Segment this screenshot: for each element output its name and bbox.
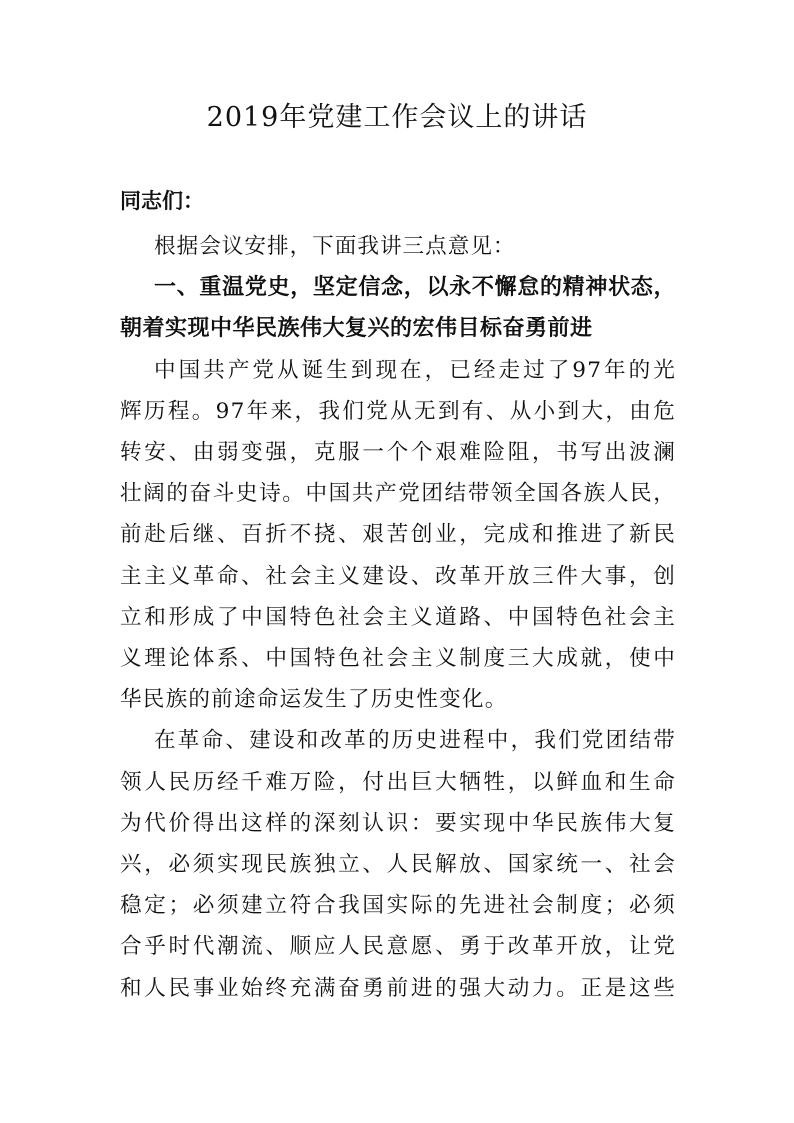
salutation: 同志们： [120, 189, 204, 213]
heading-line: 朝着实现中华民族伟大复兴的宏伟目标奋勇前进 [120, 316, 593, 342]
paragraph-line: 华民族的前途命运发生了历史性变化。 [120, 687, 508, 713]
document-body [120, 226, 676, 1009]
paragraph-line: 在革命、建设和改革的历史进程中，我们党团结带 [154, 728, 676, 754]
paragraph-line: 立和形成了中国特色社会主义道路、中国特色社会主 [120, 604, 676, 630]
paragraph-line: 兴，必须实现民族独立、人民解放、国家统一、社会 [120, 852, 676, 878]
intro-paragraph: 根据会议安排，下面我讲三点意见： [154, 234, 516, 259]
paragraph-line: 主主义革命、社会主义建设、改革开放三件大事，创 [120, 563, 676, 589]
paragraph-line: 壮阔的奋斗史诗。中国共产党团结带领全国各族人民， [120, 481, 676, 507]
paragraph-line: 中国共产党从诞生到现在，已经走过了97年的光 [154, 357, 676, 383]
paragraph-line: 转安、由弱变强，克服一个个艰难险阻，书写出波澜 [120, 440, 676, 466]
paragraph-line: 稳定；必须建立符合我国实际的先进社会制度；必须 [120, 893, 676, 919]
heading-line: 一、重温党史，坚定信念，以永不懈怠的精神状态， [154, 275, 676, 301]
paragraph-line: 和人民事业始终充满奋勇前进的强大动力。正是这些 [120, 975, 676, 1001]
paragraph-line: 辉历程。97年来，我们党从无到有、从小到大，由危 [120, 398, 676, 424]
document-title: 2019年党建工作会议上的讲话 [206, 102, 588, 133]
paragraph-line: 领人民历经千难万险，付出巨大牺牲，以鲜血和生命 [120, 769, 676, 795]
section-heading [120, 267, 676, 349]
paragraph-1 [120, 350, 676, 721]
paragraph-line: 为代价得出这样的深刻认识：要实现中华民族伟大复 [120, 810, 676, 836]
paragraph-line: 义理论体系、中国特色社会主义制度三大成就，使中 [120, 646, 676, 672]
paragraph-line: 合乎时代潮流、顺应人民意愿、勇于改革开放，让党 [120, 934, 676, 960]
paragraph-2 [120, 720, 676, 1008]
paragraph-line: 前赴后继、百折不挠、艰苦创业，完成和推进了新民 [120, 522, 676, 548]
